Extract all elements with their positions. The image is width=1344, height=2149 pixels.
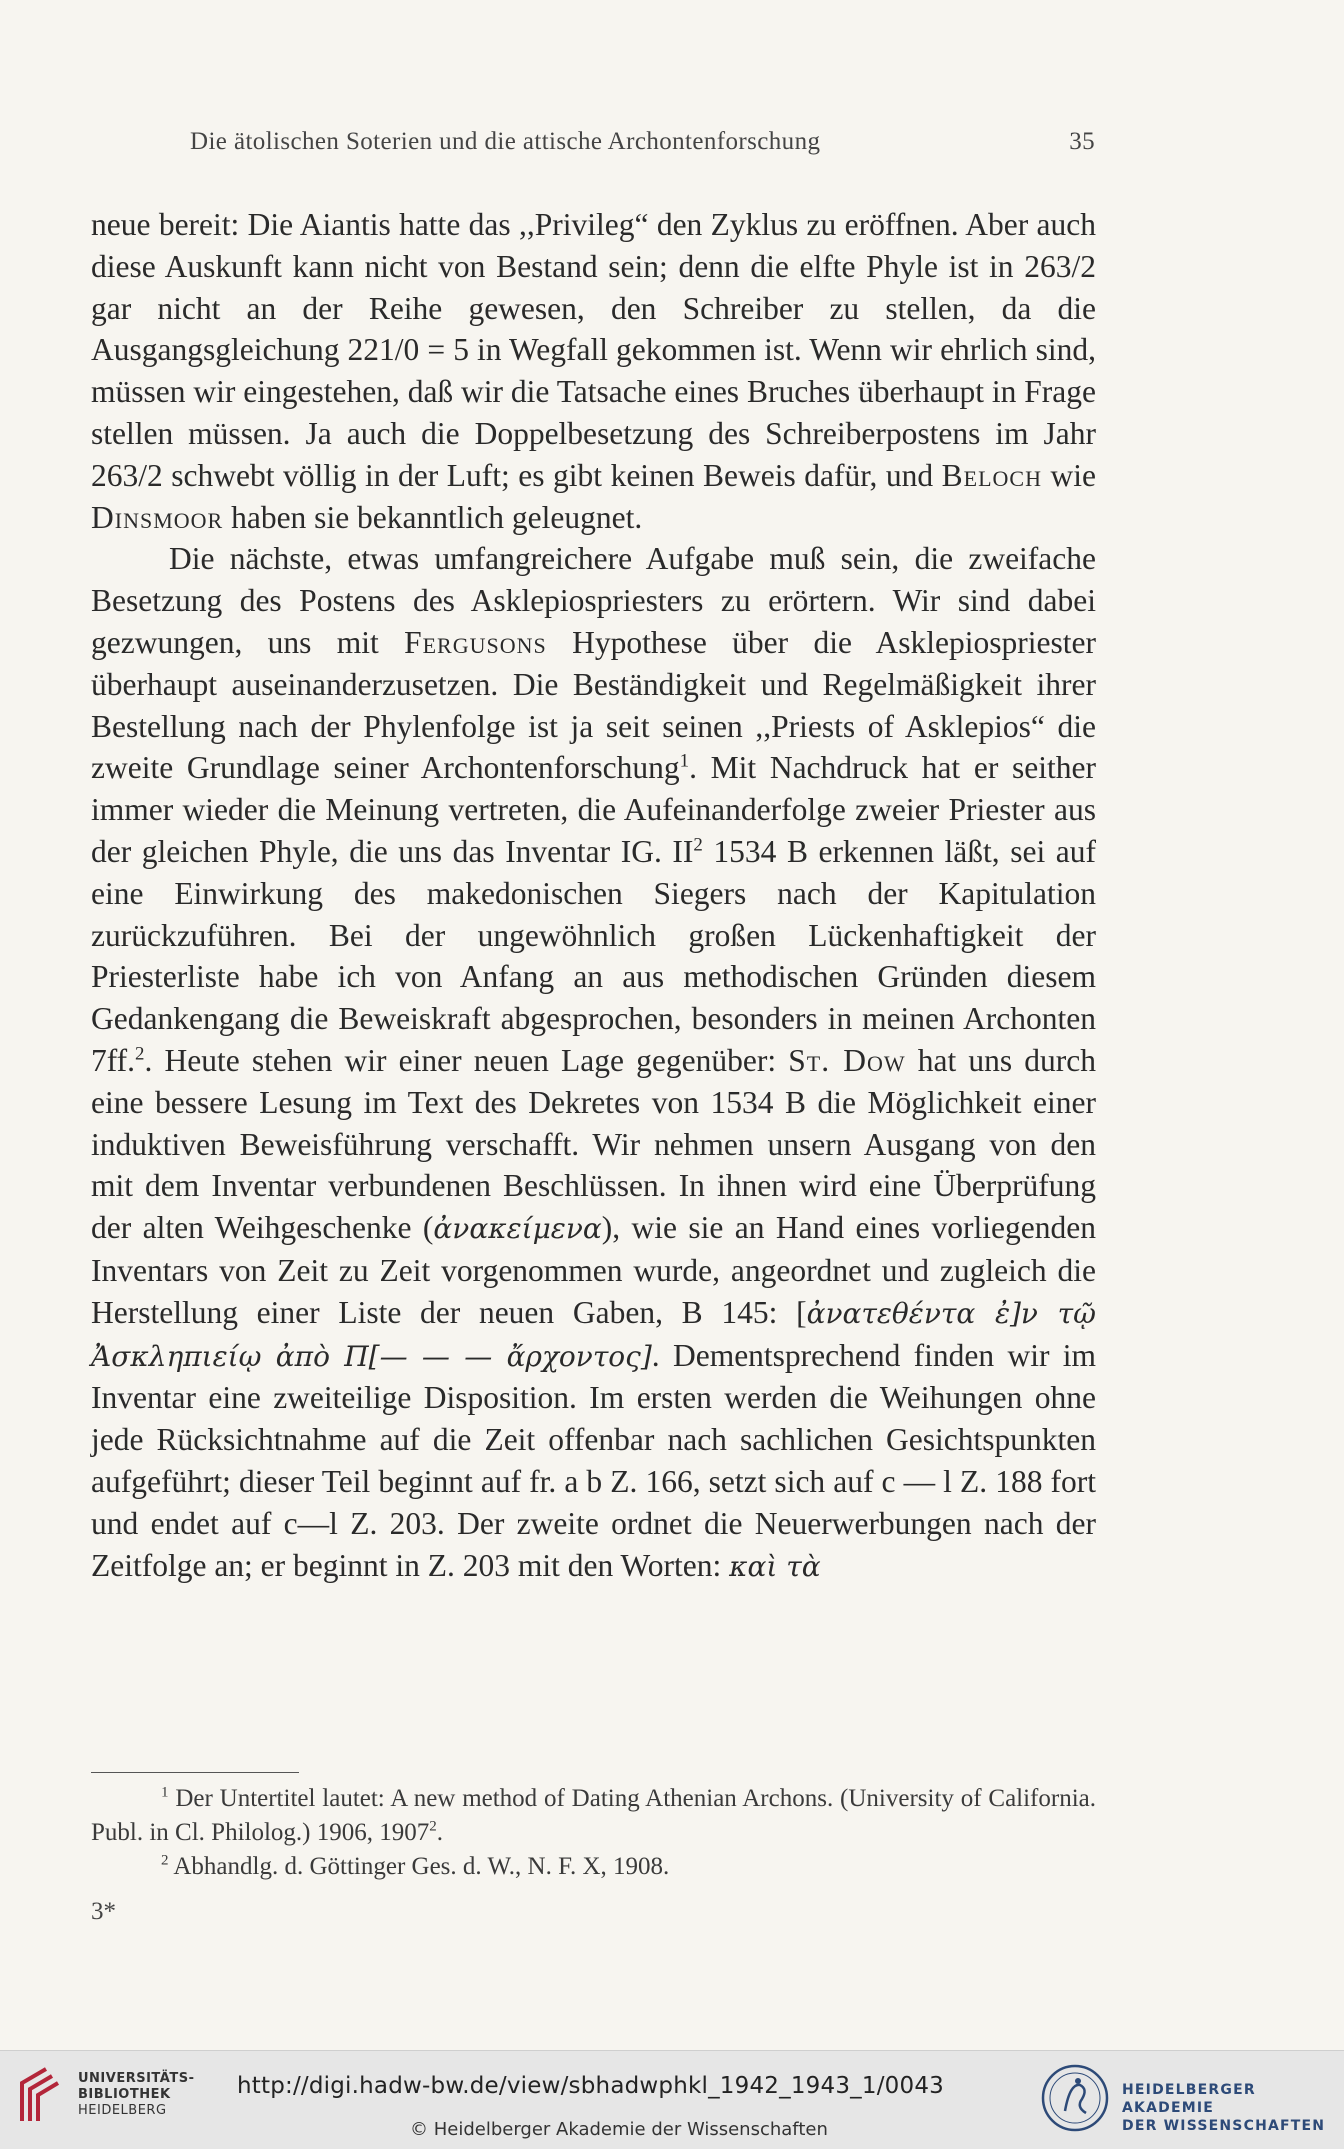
text-run: haben sie bekanntlich geleugnet. xyxy=(223,499,643,535)
footnote-mark: 1 xyxy=(161,1784,169,1801)
footnote-ref-2: 2 xyxy=(135,1043,145,1065)
academy-name xyxy=(1122,2081,1344,2135)
body-text xyxy=(91,204,1096,1587)
text-run: Die nächste, etwas umfangreichere Aufgabe muß sein, die zweifache Besetzung des Postens des Asklepiospriesters zu erörtern. Wir sind dabei gezwungen, uns mit xyxy=(91,541,1096,660)
superscript: 2 xyxy=(429,1818,437,1835)
academy-name-line: DER WISSENSCHAFTEN xyxy=(1122,2118,1326,2134)
text-run: . Dementsprechend finden wir im Inventar eine zweiteilige Disposition. Im ersten werden die Weihungen ohne jede Rücksichtnahme auf die Zeit offenbar nach sachlichen Gesichtspunkten aufgeführt; dieser Teil beginnt auf fr. a b Z. 166, setzt sich auf c — l Z. 188 fort und endet auf c—l Z. 203. Der zweite ordnet die Neuerwerbungen nach der Zeitfolge an; er beginnt in Z. 203 mit den Worten: xyxy=(91,1337,1097,1583)
paragraph-2 xyxy=(91,538,1096,1587)
copyright-notice: © Heidelberger Akademie der Wissenschaften xyxy=(410,2119,828,2140)
text-run: . Heute stehen wir einer neuen Lage gegenüber: xyxy=(144,1042,789,1078)
greek-quotation: ἀνατεθέντα ἐ]ν τῷ Ἀσκληπιείῳ ἀπὸ Π[— — — ἄρχοντος] xyxy=(91,1296,1096,1373)
sheet-signature: 3* xyxy=(91,1898,116,1925)
text-run: . Mit Nachdruck hat er seither immer wieder die Meinung vertreten, die Aufeinanderfolge zweier Priester aus der gleichen Phyle, die uns das Inventar IG. II xyxy=(91,750,1096,869)
paragraph-1 xyxy=(91,204,1096,538)
greek-term: καὶ τὰ xyxy=(729,1549,821,1583)
university-library-logo-icon xyxy=(12,2065,68,2125)
footnotes xyxy=(91,1782,1096,1884)
academy-name-line: HEIDELBERGER AKADEMIE xyxy=(1122,2082,1256,2116)
author-name-ferguson: Fergusons xyxy=(404,624,547,660)
footnote-text: Abhandlg. d. Göttinger Ges. d. W., N. F. X, 1908. xyxy=(168,1853,670,1880)
viewer-footer xyxy=(0,2050,1344,2149)
text-run: ), wie sie an Hand eines vorliegenden Inventars von Zeit zu Zeit vorgenommen wurde, angeordnet und zugleich die Herstellung einer Liste der neuen Gaben, B 145: [ xyxy=(91,1210,1096,1330)
footnote-1 xyxy=(91,1782,1096,1850)
running-title: Die ätolischen Soterien und die attische Archontenforschung xyxy=(190,128,821,155)
library-name-line: HEIDELBERG xyxy=(78,2103,167,2118)
author-name-dinsmoor: Dinsmoor xyxy=(91,499,224,535)
academy-seal-icon xyxy=(1040,2063,1110,2133)
footnote-divider xyxy=(91,1772,299,1773)
superscript: 2 xyxy=(693,834,703,856)
author-name-dow: St. Dow xyxy=(788,1042,906,1078)
library-name-line: UNIVERSITÄTS- xyxy=(78,2071,195,2086)
text-run: hat uns durch eine bessere Lesung im Text des Dekretes von 1534 B die Möglichkeit einer induktiven Beweisführung verschafft. Wir nehmen unsern Ausgang von den mit dem Inventar verbundenen Beschlüssen. In ihnen wird eine Überprüfung der alten Weihgeschenke ( xyxy=(91,1042,1096,1246)
text-run: Hypothese über die Asklepiospriester überhaupt auseinanderzusetzen. Die Beständigkeit und Regelmäßigkeit ihrer Bestellung nach der Phylenfolge ist ja seit seinen ,,Priests of Asklepios“ die zweite Grundlage seiner Archontenforschung xyxy=(91,624,1096,786)
footnote-ref-1: 1 xyxy=(679,750,690,772)
text-run: 1534 B erkennen läßt, sei auf eine Einwirkung des makedonischen Siegers nach der Kapitulation zurückzuführen. Bei der ungewöhnlich großen Lückenhaftigkeit der Priesterliste habe ich von Anfang an aus methodischen Gründen diesem Gedankengang die Beweiskraft abgesprochen, besonders in meinen Archonten 7ff. xyxy=(91,833,1097,1078)
permalink-url[interactable]: http://digi.hadw-bw.de/view/sbhadwphkl_1942_1943_1/0043 xyxy=(237,2073,944,2099)
greek-term: ἀνακείμενα xyxy=(433,1212,602,1246)
text-run: wie xyxy=(1042,457,1096,493)
page-number: 35 xyxy=(1069,128,1095,155)
footnote-2 xyxy=(91,1850,1096,1884)
footnote-mark: 2 xyxy=(161,1852,169,1869)
footnote-text: . xyxy=(436,1819,443,1846)
university-library-name xyxy=(78,2071,194,2119)
author-name-beloch: Beloch xyxy=(941,457,1042,493)
footnote-text: Der Untertitel lautet: A new method of Dating Athenian Archons. (University of California. Publ. in Cl. Philolog.) 1906, 1907 xyxy=(91,1785,1096,1846)
library-name-line: BIBLIOTHEK xyxy=(78,2087,171,2102)
text-run: neue bereit: Die Aiantis hatte das ,,Privileg“ den Zyklus zu eröffnen. Aber auch diese Auskunft kann nicht von Bestand sein; denn die elfte Phyle ist in 263/2 gar nicht an der Reihe gewesen, den Schreiber zu stellen, da die Ausgangsgleichung 221/0 = 5 in Wegfall gekommen ist. Wenn wir ehrlich sind, müssen wir eingestehen, daß wir die Tatsache eines Bruches überhaupt in Frage stellen müssen. Ja auch die Doppelbesetzung des Schreiberpostens im Jahr 263/2 schwebt völlig in der Luft; es gibt keinen Beweis dafür, und xyxy=(91,207,1096,493)
